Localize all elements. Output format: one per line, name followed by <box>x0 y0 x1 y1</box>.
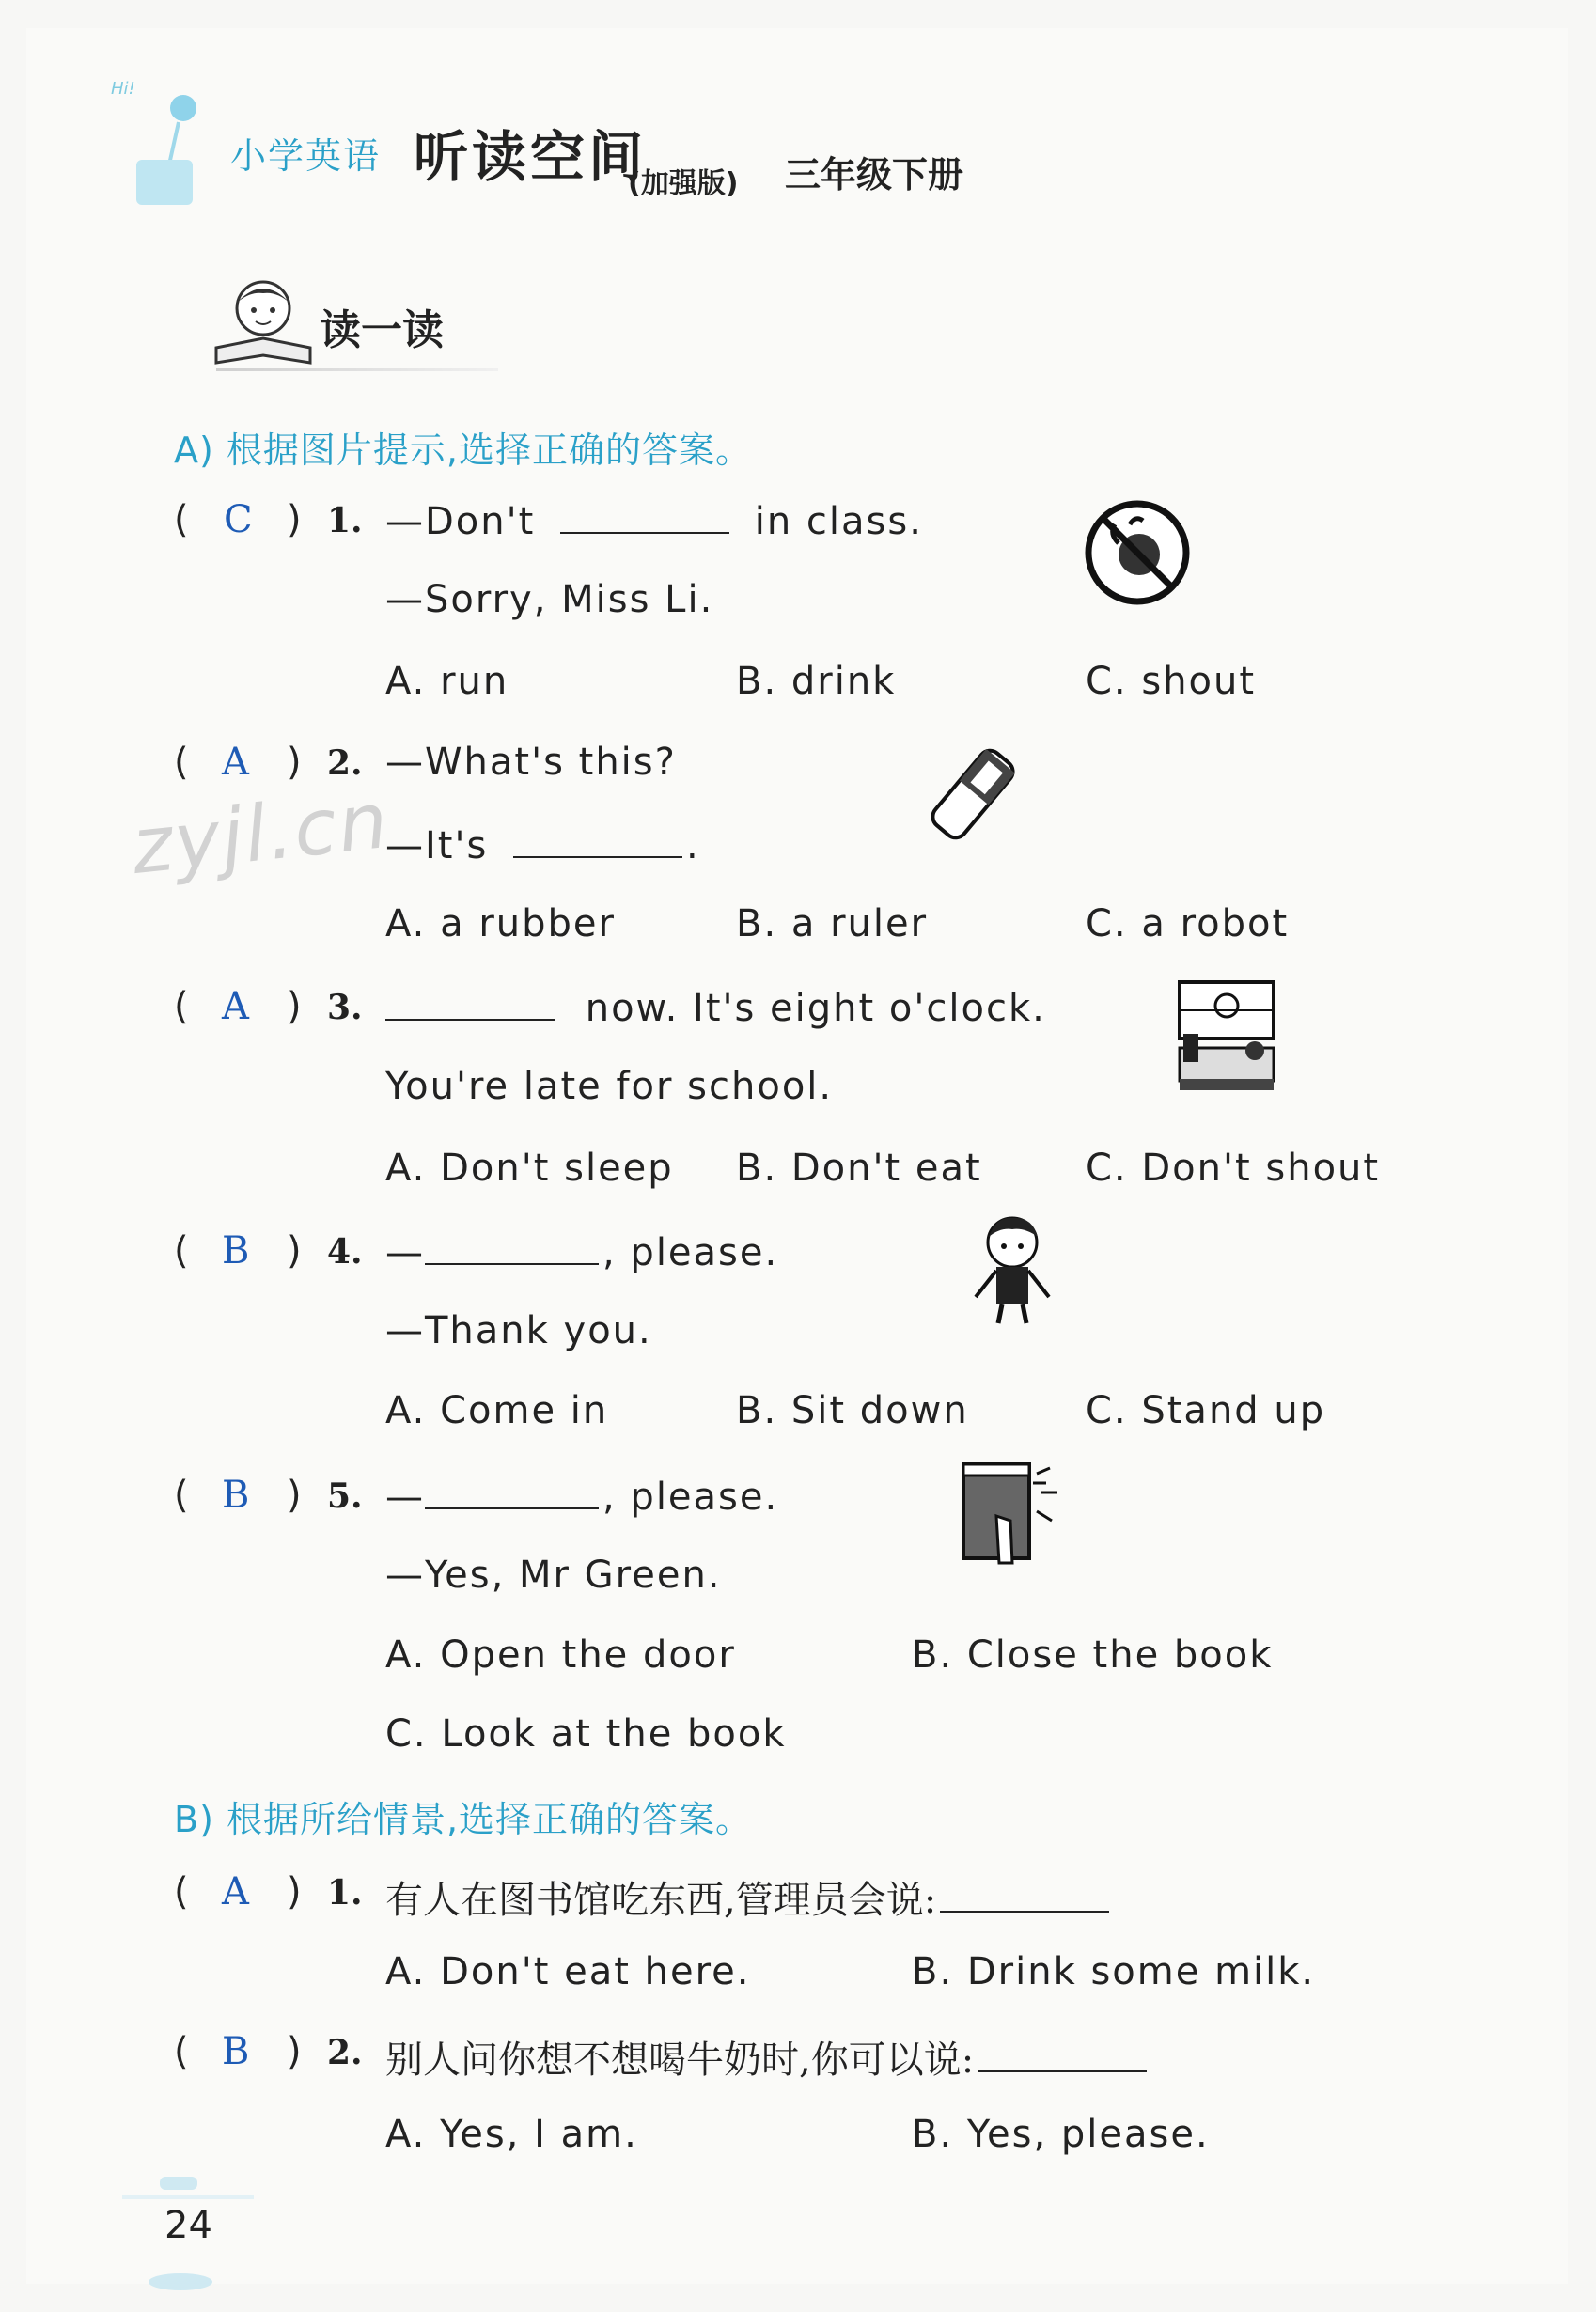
answer-paren-open: ( <box>174 498 189 541</box>
question-a2-line2 <box>385 822 700 867</box>
answer-b1: A <box>222 1870 249 1914</box>
option-a: A. Don't sleep <box>385 1147 674 1190</box>
option-c: C. a robot <box>1086 902 1290 945</box>
question-number: 1. <box>327 1873 363 1913</box>
question-a4-line1 <box>385 1229 778 1274</box>
part-b-instruction: B) 根据所给情景,选择正确的答案。 <box>174 1799 753 1840</box>
answer-paren-close: ) <box>287 985 302 1028</box>
question-b1-prompt <box>385 1870 1109 1924</box>
closing-book-icon <box>954 1455 1067 1577</box>
section-title: 读一读 <box>320 306 444 354</box>
answer-paren-open: ( <box>174 2030 189 2073</box>
option-a: A. run <box>385 660 509 703</box>
no-shouting-icon <box>1081 496 1194 609</box>
answer-blank <box>513 822 682 858</box>
answer-blank <box>425 1474 599 1509</box>
edition-label: (加强版) <box>628 167 739 200</box>
option-c: C. Stand up <box>1086 1389 1326 1432</box>
option-c: C. Don't shout <box>1086 1147 1381 1190</box>
answer-blank <box>978 2037 1147 2072</box>
sleeping-in-bed-icon <box>1170 977 1283 1095</box>
question-a1-line1 <box>385 498 923 543</box>
answer-paren-open: ( <box>174 1870 189 1914</box>
option-b: B. Don't eat <box>736 1147 982 1190</box>
answer-a5: B <box>222 1474 250 1517</box>
part-a-instruction: A) 根据图片提示,选择正确的答案。 <box>174 430 752 471</box>
question-number: 2. <box>327 743 363 783</box>
rubber-icon <box>916 733 1029 855</box>
option-c: C. shout <box>1086 660 1257 703</box>
answer-paren-open: ( <box>174 1229 189 1273</box>
answer-a3: A <box>222 985 249 1028</box>
girl-reading-icon <box>207 273 320 376</box>
question-a1-line2: —Sorry, Miss Li. <box>385 578 714 621</box>
answer-blank <box>560 498 729 534</box>
watermark: zyjl.cn <box>127 775 394 893</box>
prompt-text: 有人在图书馆吃东西,管理员会说: <box>385 1879 937 1922</box>
option-b: B. a ruler <box>736 902 929 945</box>
option-b: B. Close the book <box>912 1633 1274 1677</box>
question-a5-line1 <box>385 1474 778 1519</box>
answer-blank <box>940 1877 1109 1913</box>
option-a: A. Open the door <box>385 1633 736 1677</box>
page-number: 24 <box>164 2204 212 2247</box>
answer-paren-close: ) <box>287 741 302 784</box>
series-label: 小学英语 <box>230 135 382 177</box>
answer-a2: A <box>222 741 249 784</box>
grade-label: 三年级下册 <box>785 154 964 195</box>
section-divider <box>216 368 498 371</box>
option-b: B. Drink some milk. <box>912 1950 1316 1993</box>
hi-text: Hi! <box>111 79 135 99</box>
question-number: 2. <box>327 2033 363 2072</box>
option-a: A. Yes, I am. <box>385 2113 638 2156</box>
question-number: 5. <box>327 1476 363 1516</box>
answer-a4: B <box>222 1229 250 1273</box>
question-a2-line1: —What's this? <box>385 741 677 784</box>
answer-paren-close: ) <box>287 1870 302 1914</box>
option-a: A. a rubber <box>385 902 616 945</box>
question-a5-line2: —Yes, Mr Green. <box>385 1554 722 1597</box>
line-text: . <box>686 824 700 867</box>
answer-paren-close: ) <box>287 1474 302 1517</box>
line-text: , please. <box>602 1231 779 1274</box>
answer-paren-open: ( <box>174 985 189 1028</box>
option-c: C. Look at the book <box>385 1712 787 1756</box>
question-a3-line1 <box>385 985 1046 1030</box>
answer-paren-close: ) <box>287 1229 302 1273</box>
answer-paren-open: ( <box>174 741 189 784</box>
option-b: B. drink <box>736 660 897 703</box>
flower-pot-icon <box>103 56 216 207</box>
option-a: A. Don't eat here. <box>385 1950 751 1993</box>
question-number: 3. <box>327 988 363 1027</box>
answer-paren-close: ) <box>287 498 302 541</box>
question-number: 4. <box>327 1232 363 1272</box>
prompt-text: 别人问你想不想喝牛奶时,你可以说: <box>385 2039 975 2082</box>
line-text: —Don't <box>385 500 536 543</box>
line-text: in class. <box>754 500 923 543</box>
option-a: A. Come in <box>385 1389 609 1432</box>
line-text: — <box>385 1476 425 1519</box>
question-a3-line2: You're late for school. <box>385 1065 834 1108</box>
answer-a1: C <box>224 498 253 541</box>
answer-paren-close: ) <box>287 2030 302 2073</box>
line-text: , please. <box>602 1476 779 1519</box>
answer-blank <box>425 1229 599 1265</box>
question-a4-line2: —Thank you. <box>385 1309 652 1352</box>
boy-sitting-icon <box>959 1212 1067 1330</box>
book-title: 听读空间 <box>414 125 648 189</box>
answer-blank <box>385 985 555 1021</box>
line-text: now. It's eight o'clock. <box>585 987 1046 1030</box>
answer-paren-open: ( <box>174 1474 189 1517</box>
answer-b2: B <box>222 2030 250 2073</box>
option-b: B. Yes, please. <box>912 2113 1210 2156</box>
option-b: B. Sit down <box>736 1389 969 1432</box>
question-b2-prompt <box>385 2030 1147 2084</box>
question-number: 1. <box>327 501 363 540</box>
line-text: — <box>385 1231 425 1274</box>
line-text: —It's <box>385 824 489 867</box>
